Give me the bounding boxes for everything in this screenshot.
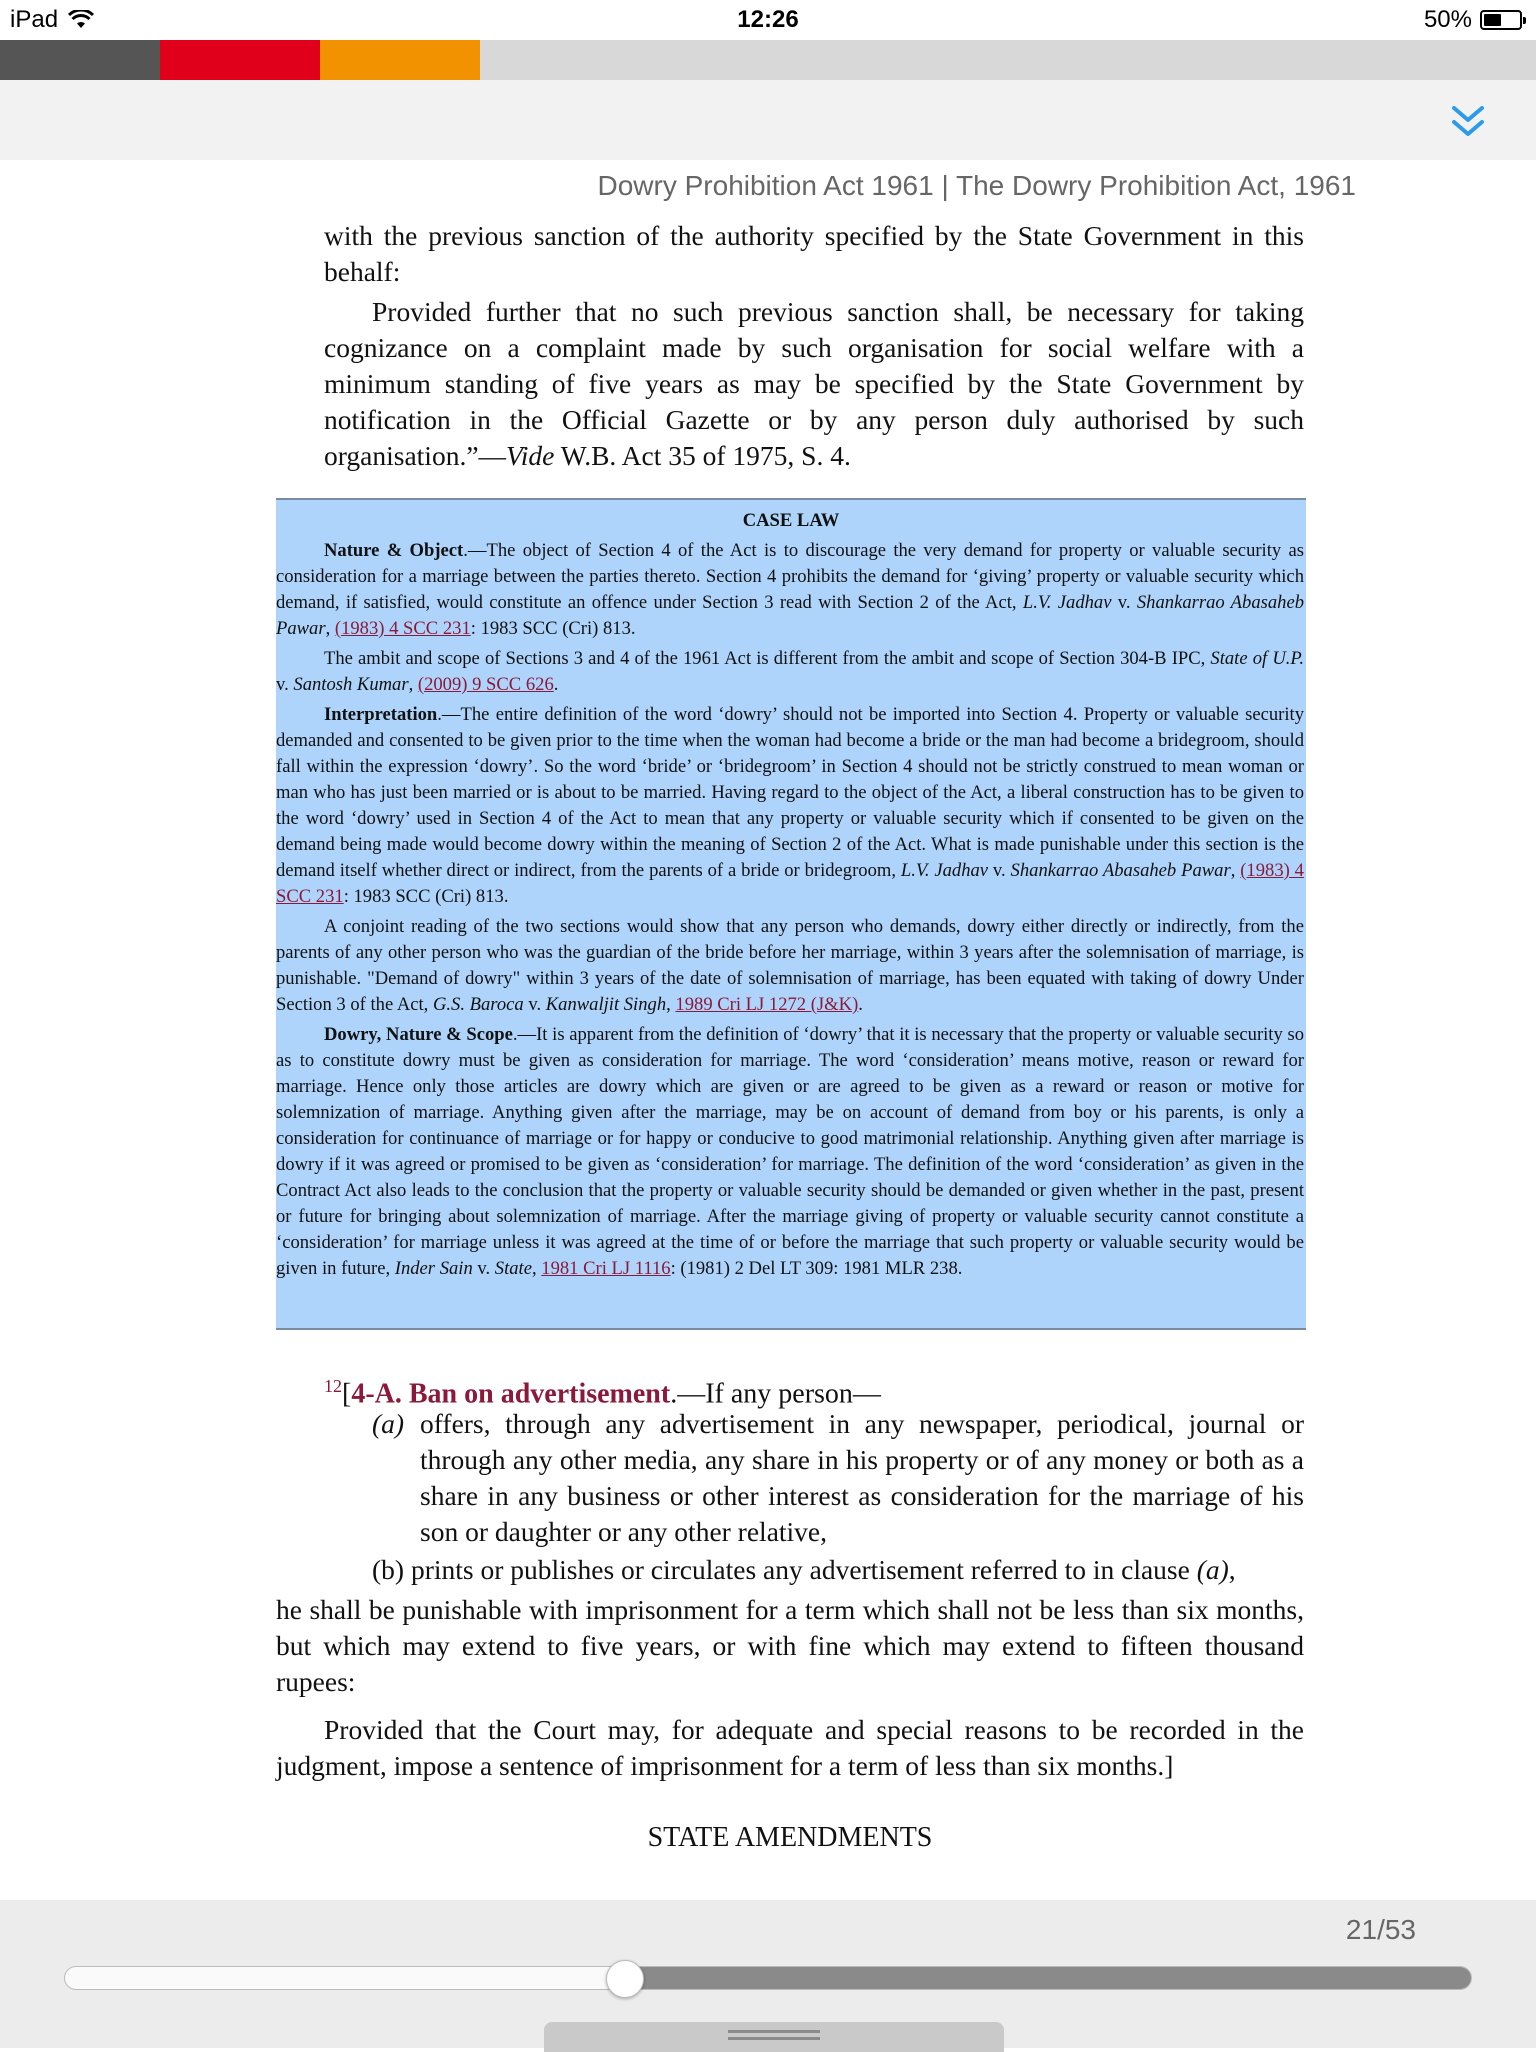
battery-percent: 50% <box>1423 6 1472 33</box>
citation-link[interactable]: 1989 Cri LJ 1272 (J&K) <box>675 994 859 1015</box>
case-law-para-ambit: The ambit and scope of Sections 3 and 4 of the 1961 Act is different from the ambit and scope of Section 304-B IPC, State of U.P. v. Santosh Kumar, (2009) 9 SCC 626. <box>276 648 1305 695</box>
page-counter: 21/53 <box>1345 1914 1416 1945</box>
document-page <box>0 160 1536 1900</box>
citation-link[interactable]: (1983) 4 SCC 231 <box>334 618 471 639</box>
footnote-marker[interactable]: 12 <box>324 1376 342 1396</box>
clause-a-label: (a) <box>372 1408 405 1439</box>
tab-color-3[interactable] <box>320 40 480 80</box>
case-law-title: CASE LAW <box>742 510 840 531</box>
running-head: Dowry Prohibition Act 1961 | The Dowry Prohibition Act, 1961 <box>597 170 1356 201</box>
page-navigator <box>0 1900 1536 2048</box>
case-law-para-conjoint: A conjoint reading of the two sections would show that any person who demands, dowry either directly or indirectly, from the parents of any other person who was the guardian of the bride before her marriage, within 3 years after the solemnisation of marriage, is punishable. "Demand of dowry" within 3 years of the date of solemnisation of marriage, has been equated with taking of dowry Under Section 3 of the Act, G.S. Baroca v. Kanwaljit Singh, 1989 Cri LJ 1272 (J&K). <box>276 916 1304 1015</box>
chevron-double-down-icon[interactable] <box>1440 92 1496 148</box>
clock: 12:26 <box>737 6 799 33</box>
intro-paragraph-1: with the previous sanction of the authority specified by the State Government in this behalf: <box>324 220 1304 287</box>
grip-icon <box>728 2030 820 2033</box>
state-amendments-heading: STATE AMENDMENTS <box>647 1822 933 1853</box>
punishment-paragraph: he shall be punishable with imprisonment for a term which shall not be less than six months, but which may extend to five years, or with fine which may extend to fifteen thousand rupees: <box>276 1594 1304 1697</box>
case-law-para-dowry-scope: Dowry, Nature & Scope.—It is apparent from the definition of ‘dowry’ that it is necessary that the property or valuable security so as to constitute dowry must be given as consideration for marriage. The word ‘consideration’ means motive, reason or reward for marriage. Hence only those articles are dowry which are given or are agreed to be given as a reward or reason or motive for solemnization of marriage. Anything given after the marriage, may be on account of demand from boy or his parents, is only a consideration for continuance of marriage or for happy or conducive to good matrimonial relationship. Anything given after marriage is dowry if it was agreed or promised to be given as ‘consideration’ for marriage. The definition of the word ‘consideration’ as given in the Contract Act also leads to the conclusion that the property or valuable security should be demanded or given whether in the past, present or future for bringing about solemnization of marriage. After the marriage giving of property or valuable security cannot constitute a ‘consideration’ for marriage unless it was agreed at the time of or before the marriage that such property or valuable security would be given in future, Inder Sain v. State, 1981 Cri LJ 1116: (1981) 2 Del LT 309: 1981 MLR 238. <box>276 1024 1305 1279</box>
clause-a-text: offers, through any advertisement in any newspaper, periodical, journal or through any other media, any share in his property or of any money or both as a share in any business or other interest as consideration for the marriage of his son or daughter or any other relative, <box>420 1408 1304 1547</box>
proviso-paragraph: Provided that the Court may, for adequate and special reasons to be recorded in the judgment, impose a sentence of imprisonment for a term of less than six months.] <box>276 1714 1304 1781</box>
citation-link[interactable]: (1983) 4 SCC 231 <box>276 860 1304 907</box>
clause-b-label: (b) <box>372 1554 405 1585</box>
battery-fill <box>1484 14 1501 26</box>
intro-paragraph-2: Provided further that no such previous sanction shall, be necessary for taking cognizance on a complaint made by such organisation for social welfare with a minimum standing of five years as may be specified by the State Government by notification in the Official Gazette or by any person duly authorised by such organisation.”—Vide W.B. Act 35 of 1975, S. 4. <box>324 296 1304 471</box>
tab-color-2[interactable] <box>160 40 320 80</box>
case-law-para-nature-object: Nature & Object.—The object of Section 4 of the Act is to discourage the very demand for property or valuable security as consideration for a marriage between the parties thereto. Section 4 prohibits the demand for ‘giving’ property or valuable security which demand, if satisfied, would constitute an offence under Section 3 read with Section 2 of the Act, L.V. Jadhav v. Shankarrao Abasaheb Pawar, (1983) 4 SCC 231: 1983 SCC (Cri) 813. <box>276 540 1304 639</box>
status-right <box>1424 6 1522 34</box>
section-4a-heading: $^{12}$[4-A. Ban on advertisement.—If any person— <box>324 1376 881 1410</box>
device-name: iPad <box>10 6 59 33</box>
reader-toolbar <box>0 80 1536 160</box>
battery-icon <box>1480 10 1522 30</box>
scrubber-track-remaining <box>627 1967 1471 1989</box>
clause-a <box>372 1406 1304 1550</box>
page-scrubber[interactable] <box>64 1966 1472 1990</box>
status-bar <box>0 0 1536 40</box>
tab-strip <box>0 40 1536 80</box>
case-law-box <box>276 498 1306 1330</box>
section-title: 4-A. Ban on advertisement <box>351 1378 671 1410</box>
case-law-para-interpretation: Interpretation.—The entire definition of the word ‘dowry’ should not be imported into Section 4. Property or valuable security demanded and consented to be given prior to the time when the woman had become a bride or the man had become a bridegroom, should fall within the expression ‘dowry’. So the word ‘bride’ or ‘bridegroom’ in Section 4 should not be strictly construed to mean woman or man who has just been married or is about to be married. Having regard to the object of the Act, a liberal construction has to be given to the word ‘dowry’ used in Section 4 of the Act to mean that any property or valuable security which if consented to be given on the demand being made would become dowry within the meaning of Section 2 of the Act. What is made punishable under this section is the demand itself whether direct or indirect, from the parents of a bride or bridegroom, L.V. Jadhav v. Shankarrao Abasaheb Pawar, (1983) 4 SCC 231: 1983 SCC (Cri) 813. <box>276 704 1304 907</box>
citation-link[interactable]: (2009) 9 SCC 626 <box>417 674 554 695</box>
clause-b: (b) prints or publishes or circulates any advertisement referred to in clause (a), <box>372 1554 1236 1585</box>
tab-color-1[interactable] <box>0 40 160 80</box>
citation-link[interactable]: 1981 Cri LJ 1116 <box>541 1258 671 1279</box>
scrubber-thumb[interactable] <box>606 1960 644 1998</box>
